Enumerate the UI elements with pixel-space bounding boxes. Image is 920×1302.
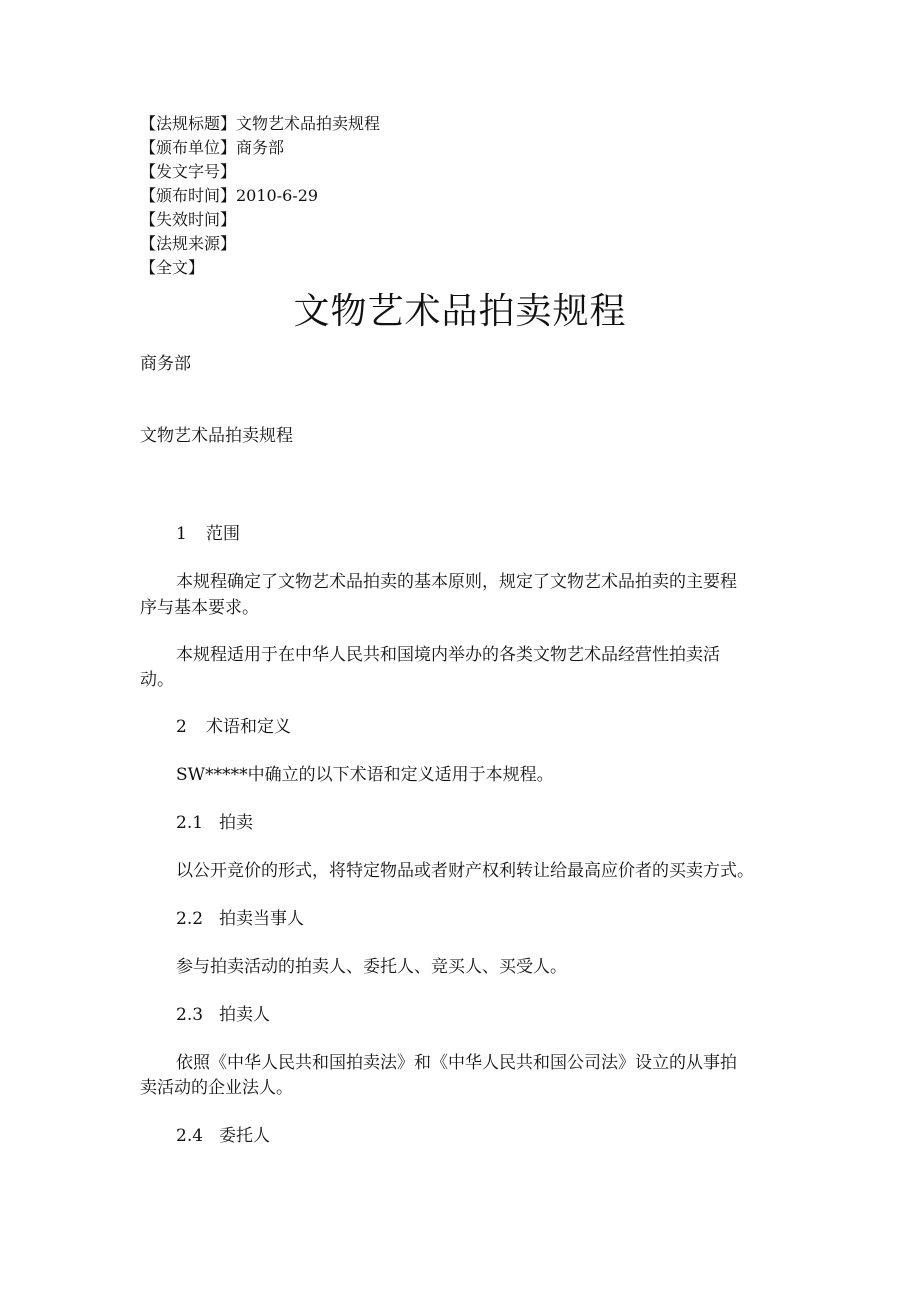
subsection-title: 拍卖当事人	[219, 909, 304, 929]
definition-text: 以公开竞价的形式，将特定物品或者财产权利转让给最高应价者的买卖方式。	[176, 861, 754, 881]
meta-regulation-title: 【法规标题】文物艺术品拍卖规程	[140, 114, 381, 133]
section-title: 术语和定义	[206, 717, 291, 737]
subsection-title: 拍卖	[219, 813, 253, 833]
page-title: 文物艺术品拍卖规程	[293, 291, 627, 332]
definition-line: 卖活动的企业法人。	[140, 1078, 293, 1098]
subsection-heading	[176, 1003, 270, 1027]
issuing-authority: 商务部	[140, 354, 191, 374]
subsection-number: 2.3	[176, 1005, 204, 1025]
section-title: 范围	[206, 524, 240, 544]
meta-expiry-date: 【失效时间】	[140, 210, 237, 229]
section-number: 1	[176, 524, 187, 544]
subsection-heading	[176, 811, 253, 835]
subsection-number: 2.4	[176, 1126, 204, 1146]
definition-line: 依照《中华人民共和国拍卖法》和《中华人民共和国公司法》设立的从事拍	[176, 1053, 737, 1073]
definition-text: 参与拍卖活动的拍卖人、委托人、竞买人、买受人。	[176, 957, 567, 977]
meta-document-number: 【发文字号】	[140, 162, 237, 181]
section-number: 2	[176, 717, 187, 737]
paragraph-line: 本规程适用于在中华人民共和国境内举办的各类文物艺术品经营性拍卖活	[176, 645, 720, 665]
meta-source: 【法规来源】	[140, 234, 237, 253]
paragraph-line: 动。	[140, 670, 174, 690]
section-heading	[176, 522, 240, 546]
section-heading	[176, 715, 291, 739]
subsection-heading	[176, 1124, 270, 1148]
meta-issuing-unit: 【颁布单位】商务部	[140, 138, 285, 157]
paragraph-line: 本规程确定了文物艺术品拍卖的基本原则，规定了文物艺术品拍卖的主要程	[176, 572, 737, 592]
subsection-number: 2.1	[176, 813, 204, 833]
section-intro: SW*****中确立的以下术语和定义适用于本规程。	[176, 765, 554, 785]
subsection-title: 拍卖人	[219, 1005, 270, 1025]
paragraph-line: 序与基本要求。	[140, 598, 259, 618]
subsection-number: 2.2	[176, 909, 204, 929]
document-subtitle: 文物艺术品拍卖规程	[140, 426, 293, 446]
subsection-heading	[176, 907, 304, 931]
meta-issue-date: 【颁布时间】2010-6-29	[140, 186, 319, 205]
meta-full-text: 【全文】	[140, 258, 205, 277]
subsection-title: 委托人	[219, 1126, 270, 1146]
